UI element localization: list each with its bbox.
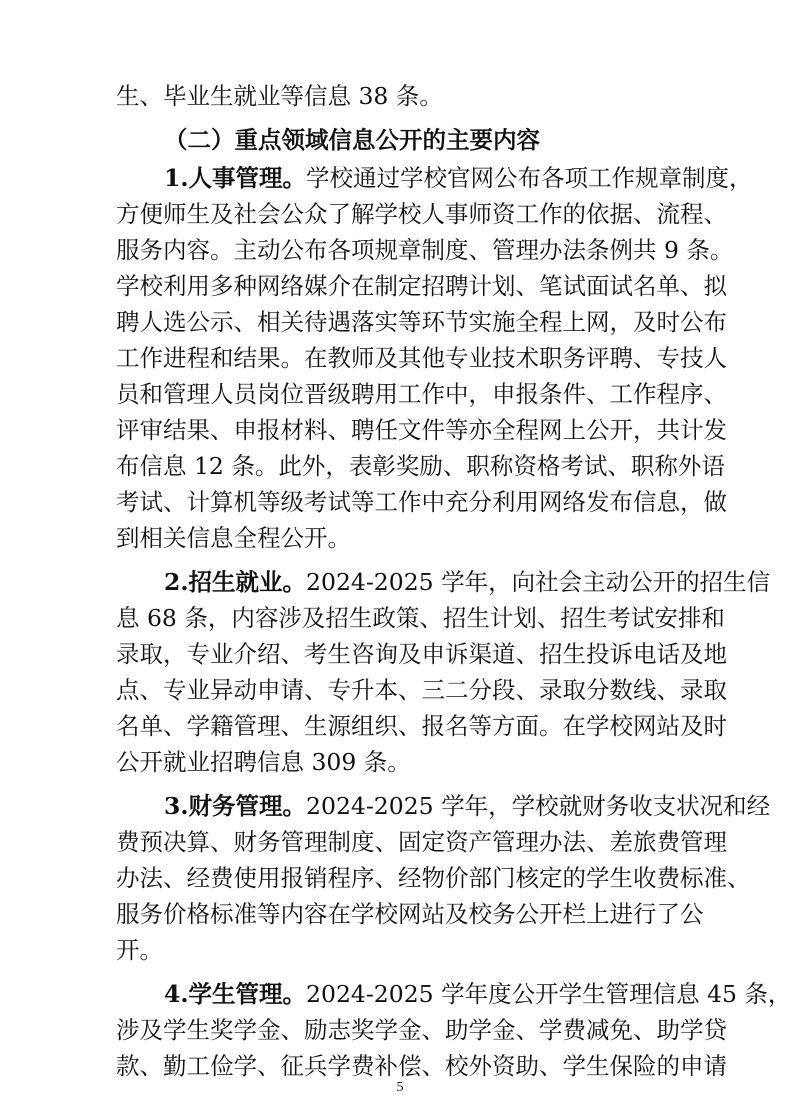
paragraph-line <box>116 934 696 966</box>
line-text: 录取，专业介绍、考生咨询及申诉渠道、招生投诉电话及地 <box>116 640 727 668</box>
paragraph-line <box>116 270 727 302</box>
line-text: 方便师生及社会公众了解学校人事师资工作的依据、流程、 <box>116 200 727 228</box>
line-text: 工作进程和结果。在教师及其他专业技术职务评聘、专技人 <box>116 344 727 372</box>
line-text: 布信息 12 条。此外，表彰奖励、职称资格考试、职称外语 <box>116 452 725 480</box>
paragraph-line <box>116 674 727 706</box>
paragraph-line <box>116 342 727 374</box>
item-heading: 4.学生管理。 <box>164 980 307 1008</box>
line-text: 涉及学生奖学金、励志奖学金、助学金、学费减免、助学贷 <box>116 1016 727 1044</box>
paragraph-line <box>116 710 727 742</box>
line-text: 服务内容。主动公布各项规章制度、管理办法条例共 9 条。 <box>116 236 734 264</box>
paragraph-line <box>116 746 696 778</box>
paragraph-line <box>116 80 696 112</box>
paragraph-line <box>116 234 734 266</box>
line-text: 学校通过学校官网公布各项工作规章制度， <box>306 164 753 192</box>
paragraph-line <box>116 602 725 634</box>
line-text: 学校利用多种网络媒介在制定招聘计划、笔试面试名单、拟 <box>116 272 727 300</box>
line-text: 2024-2025 学年，学校就财务收支状况和经 <box>306 792 771 820</box>
section-heading <box>164 124 696 156</box>
paragraph-line <box>116 378 727 410</box>
line-text: 2024-2025 学年，向社会主动公开的招生信 <box>306 568 771 596</box>
line-text: 款、勤工俭学、征兵学费补偿、校外资助、学生保险的申请 <box>116 1052 727 1080</box>
line-text: 名单、学籍管理、生源组织、报名等方面。在学校网站及时 <box>116 712 727 740</box>
line-text: 办法、经费使用报销程序、经物价部门核定的学生收费标准、 <box>116 864 751 892</box>
line-text: 聘人选公示、相关待遇落实等环节实施全程上网，及时公布 <box>116 308 727 336</box>
line-text: 生、毕业生就业等信息 38 条。 <box>116 82 443 110</box>
paragraph-first-line <box>164 978 792 1010</box>
section-heading-text: （二）重点领域信息公开的主要内容 <box>164 126 540 154</box>
paragraph-line <box>116 638 727 670</box>
page-number: 5 <box>396 1080 404 1095</box>
line-text: 员和管理人员岗位晋级聘用工作中，申报条件、工作程序、 <box>116 380 727 408</box>
line-text: 开。 <box>116 936 163 964</box>
paragraph-line <box>116 862 751 894</box>
paragraph-line <box>116 306 727 338</box>
line-text: 考试、计算机等级考试等工作中充分利用网络发布信息，做 <box>116 488 727 516</box>
paragraph-line <box>116 522 696 554</box>
line-text: 服务价格标准等内容在学校网站及校务公开栏上进行了公 <box>116 900 704 928</box>
item-heading: 3.财务管理。 <box>164 792 307 820</box>
paragraph-line <box>116 198 727 230</box>
paragraph-first-line <box>164 790 771 822</box>
line-text: 2024-2025 学年度公开学生管理信息 45 条， <box>306 980 792 1008</box>
paragraph-first-line <box>164 566 771 598</box>
paragraph-line <box>116 1014 727 1046</box>
paragraph-line <box>116 450 725 482</box>
paragraph-line <box>116 486 727 518</box>
paragraph-line <box>116 414 727 446</box>
paragraph-line <box>116 826 727 858</box>
paragraph-line <box>116 898 704 930</box>
paragraph-first-line <box>164 162 753 194</box>
line-text: 公开就业招聘信息 309 条。 <box>116 748 411 776</box>
item-heading: 1.人事管理。 <box>164 164 307 192</box>
item-heading: 2.招生就业。 <box>164 568 307 596</box>
line-text: 费预决算、财务管理制度、固定资产管理办法、差旅费管理 <box>116 828 727 856</box>
line-text: 息 68 条，内容涉及招生政策、招生计划、招生考试安排和 <box>116 604 725 632</box>
line-text: 点、专业异动申请、专升本、三二分段、录取分数线、录取 <box>116 676 727 704</box>
paragraph-line <box>116 1050 727 1082</box>
line-text: 评审结果、申报材料、聘任文件等亦全程网上公开，共计发 <box>116 416 727 444</box>
line-text: 到相关信息全程公开。 <box>116 524 351 552</box>
